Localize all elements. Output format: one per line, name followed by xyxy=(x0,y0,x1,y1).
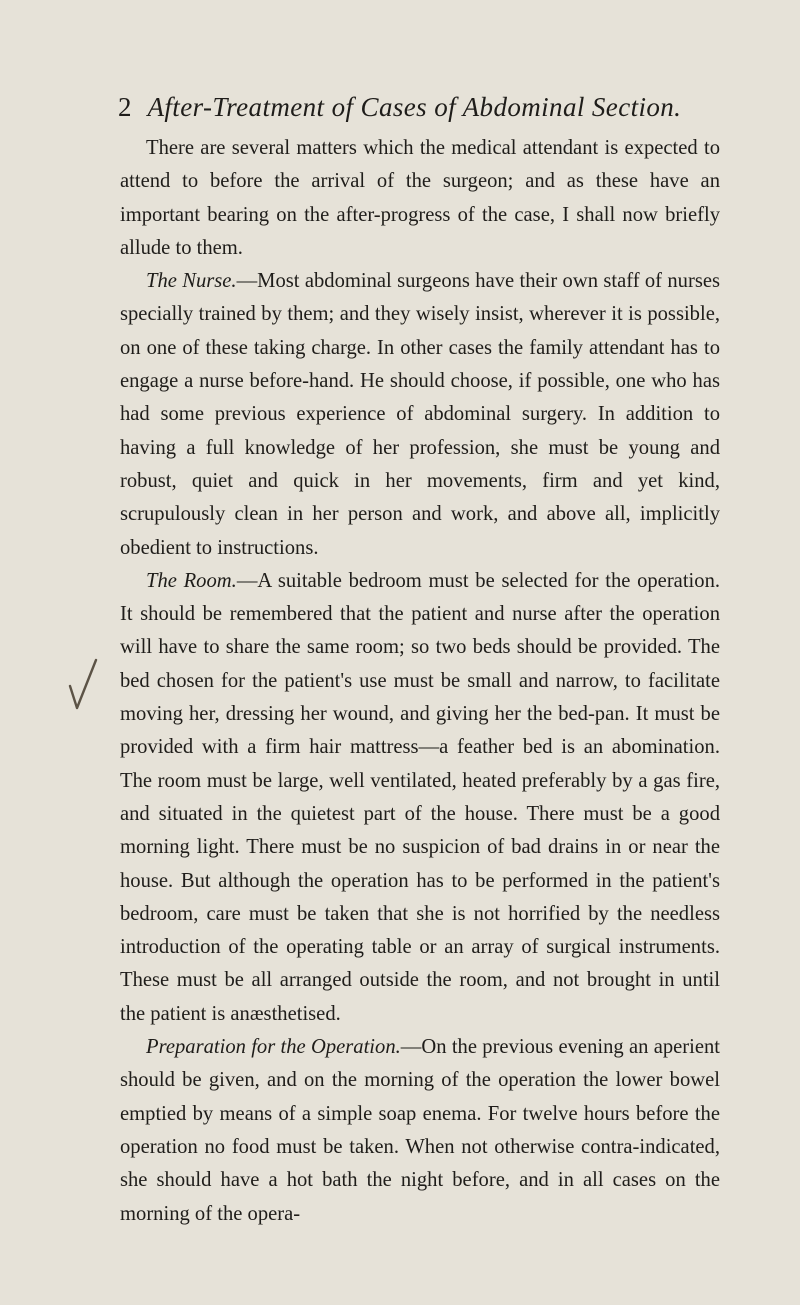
paragraph-preparation xyxy=(120,1031,720,1231)
paragraph-intro xyxy=(120,132,720,265)
running-title: After-Treatment of Cases of Abdominal Section. xyxy=(147,92,682,122)
paragraph-text: —On the previous evening an aperient should be given, and on the morning of the operation the lower bowel emptied by means of a simple soap enema. For twelve hours before the operation no food must be taken. When not otherwise contra-indicated, she should have a hot bath the night before, and in all cases on the morning of the opera- xyxy=(120,1036,721,1225)
paragraph-nurse xyxy=(120,265,720,565)
page-number: 2 xyxy=(118,92,132,122)
paragraph-text: —A suitable bedroom must be selected for the operation. It should be remembered that the patient and nurse after the operation will have to share the same room; so two beds should be provided. The bed chosen for the patient's use must be small and narrow, to facilitate moving her, dressing her wound, and giving her the bed-pan. It must be provided with a firm hair mattress—a feather bed is an abomination. The room must be large, well ventilated, heated preferably by a gas fire, and situated in the quietest part of the house. There must be a good morning light. There must be no suspicion of bad drains in or near the house. But although the operation has to be performed in the patient's bedroom, care must be taken that she is not horrified by the needless introduction of the operating table or an array of surgical instruments. These must be all arranged outside the room, and not brought in until the patient is anæsthetised. xyxy=(120,569,721,1025)
paragraph-text: There are several matters which the medical attendant is expected to attend to before the arrival of the surgeon; and as these have an important bearing on the after-progress of the case, I shall now briefly allude to them. xyxy=(120,137,720,259)
paragraph-text: —Most abdominal surgeons have their own staff of nurses specially trained by them; and they wisely insist, wherever it is possible, on one of these taking charge. In other cases the family attendant has to engage a nurse before-hand. He should choose, if possible, one who has had some previous experience of abdominal surgery. In addition to having a full knowledge of her profession, she must be young and robust, quiet and quick in her movements, firm and yet kind, scrupulously clean in her person and work, and above all, implicitly obedient to instructions. xyxy=(120,270,720,559)
paragraph-lead: Preparation for the Operation. xyxy=(146,1036,401,1059)
page-header xyxy=(118,92,681,123)
paragraph-room xyxy=(120,565,720,1031)
margin-check-mark-icon xyxy=(66,656,100,716)
body-text xyxy=(120,132,720,1231)
paragraph-lead: The Nurse. xyxy=(146,270,237,293)
paragraph-lead: The Room. xyxy=(146,569,237,592)
